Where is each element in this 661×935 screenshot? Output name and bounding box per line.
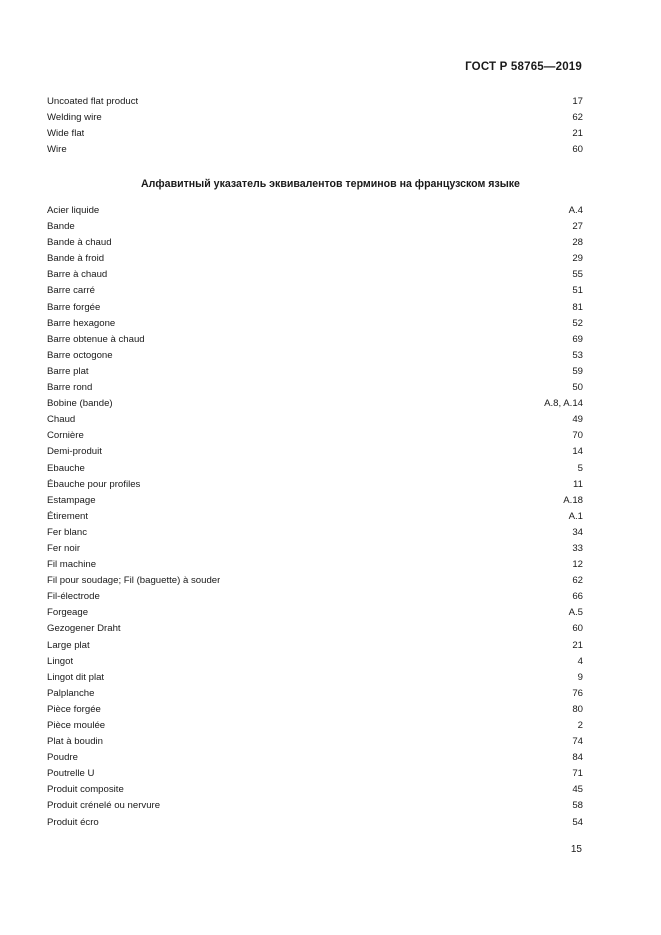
index-entry	[47, 203, 583, 219]
index-entry	[47, 670, 583, 686]
index-entry	[47, 126, 583, 142]
index-page-ref: 54	[572, 816, 583, 828]
index-term: Fer noir	[47, 542, 81, 554]
index-entry	[47, 380, 583, 396]
index-term: Welding wire	[47, 112, 102, 124]
index-page-ref: 21	[572, 128, 583, 140]
index-term: Poudre	[47, 752, 78, 764]
index-entry	[47, 235, 583, 251]
index-entry	[47, 348, 583, 364]
index-page-ref: 76	[572, 687, 583, 699]
index-entry	[47, 428, 583, 444]
index-entry	[47, 557, 583, 573]
index-page-ref: A.4	[568, 205, 583, 216]
index-term: Estampage	[47, 494, 96, 506]
index-page-ref: 12	[572, 559, 583, 571]
index-term: Ebauche	[47, 462, 85, 474]
index-page-ref: A.1	[568, 510, 583, 522]
index-page-ref: 33	[572, 542, 583, 554]
index-page-ref: 28	[572, 237, 583, 249]
index-page-ref: 71	[572, 768, 583, 780]
index-term: Barre à chaud	[47, 269, 108, 281]
index-entry	[47, 332, 583, 348]
index-entry	[47, 300, 583, 316]
index-term: Uncoated flat product	[47, 96, 139, 107]
index-entry	[47, 493, 583, 509]
index-entry	[47, 396, 583, 412]
index-entry	[47, 766, 583, 782]
index-page-ref: 59	[572, 365, 583, 377]
index-entry	[47, 718, 583, 734]
index-page-ref: 2	[577, 720, 583, 731]
index-page-ref: 84	[572, 752, 583, 764]
index-term: Barre octogone	[47, 349, 113, 361]
index-page-ref: 70	[572, 430, 583, 442]
index-entry	[47, 142, 583, 158]
index-term: Bande à froid	[47, 253, 105, 265]
index-term: Barre obtenue à chaud	[47, 333, 145, 345]
index-page-ref: 4	[577, 655, 583, 667]
index-entry	[47, 638, 583, 654]
index-term: Fil-électrode	[47, 591, 100, 603]
index-page-ref: 53	[572, 349, 583, 361]
index-term: Ébauche pour profiles	[47, 478, 141, 490]
index-page-ref: 17	[572, 96, 583, 107]
index-term: Pièce moulée	[47, 720, 106, 731]
index-term: Pièce forgée	[47, 703, 101, 715]
index-entry	[47, 702, 583, 718]
index-entry	[47, 815, 583, 831]
index-entry	[47, 589, 583, 605]
index-page-ref: 66	[572, 591, 583, 603]
index-term: Fil machine	[47, 559, 97, 571]
index-entry	[47, 267, 583, 283]
index-entry	[47, 477, 583, 493]
index-term: Chaud	[47, 414, 76, 426]
index-entry	[47, 316, 583, 332]
index-entry	[47, 621, 583, 637]
index-entry	[47, 364, 583, 380]
index-term: Barre hexagone	[47, 317, 116, 329]
index-term: Fer blanc	[47, 526, 87, 538]
index-page-ref: 62	[572, 575, 583, 587]
index-page-ref: 29	[572, 253, 583, 265]
index-page-ref: 62	[572, 112, 583, 124]
index-term: Forgeage	[47, 607, 89, 619]
index-term: Large plat	[47, 639, 90, 651]
index-entry	[47, 444, 583, 460]
index-page-ref: 55	[572, 269, 583, 281]
index-page-ref: 21	[572, 639, 583, 651]
index-term: Acier liquide	[47, 205, 100, 216]
index-entry	[47, 283, 583, 299]
index-term: Wide flat	[47, 128, 85, 140]
index-entry	[47, 525, 583, 541]
index-entry	[47, 219, 583, 235]
index-term: Wire	[47, 144, 67, 156]
index-list-english-tail	[47, 94, 583, 158]
index-page-ref: A.8, A.14	[544, 398, 583, 410]
index-entry	[47, 573, 583, 589]
index-page-ref: A.5	[568, 607, 583, 619]
index-term: Produit crénelé ou nervure	[47, 800, 161, 812]
index-term: Produit écro	[47, 816, 99, 828]
index-page-ref: 69	[572, 333, 583, 345]
index-page-ref: 49	[572, 414, 583, 426]
index-term: Étirement	[47, 510, 89, 522]
index-page-ref: 81	[572, 301, 583, 313]
index-entry	[47, 782, 583, 798]
index-entry	[47, 94, 583, 110]
index-term: Barre plat	[47, 365, 89, 377]
index-page-ref: 80	[572, 703, 583, 715]
index-page-ref: 58	[572, 800, 583, 812]
index-page-ref: 9	[577, 671, 583, 683]
index-term: Barre rond	[47, 382, 93, 394]
section-heading: Алфавитный указатель эквивалентов терминов на французском языке	[141, 178, 520, 190]
index-entry	[47, 654, 583, 670]
index-entry	[47, 686, 583, 702]
index-term: Produit composite	[47, 784, 124, 796]
page-number: 15	[570, 844, 582, 855]
index-term: Bande à chaud	[47, 237, 112, 249]
index-term: Cornière	[47, 430, 84, 442]
index-page-ref: 14	[572, 446, 583, 458]
index-list-french	[47, 203, 583, 831]
index-entry	[47, 798, 583, 814]
index-page-ref: A.18	[563, 494, 583, 506]
index-term: Bobine (bande)	[47, 398, 113, 410]
index-term: Lingot	[47, 655, 74, 667]
index-page-ref: 60	[572, 623, 583, 635]
index-entry	[47, 110, 583, 126]
index-page-ref: 74	[572, 736, 583, 748]
index-page-ref: 52	[572, 317, 583, 329]
standard-designation: ГОСТ Р 58765—2019	[465, 61, 582, 73]
index-term: Poutrelle U	[47, 768, 95, 780]
index-term: Barre carré	[47, 285, 95, 297]
index-term: Palplanche	[47, 687, 95, 699]
index-entry	[47, 251, 583, 267]
index-term: Lingot dit plat	[47, 671, 105, 683]
index-page-ref: 5	[577, 462, 583, 474]
index-term: Barre forgée	[47, 301, 101, 313]
index-entry	[47, 750, 583, 766]
index-term: Demi-produit	[47, 446, 102, 458]
index-entry	[47, 461, 583, 477]
index-page-ref: 27	[572, 221, 583, 233]
index-entry	[47, 509, 583, 525]
index-page-ref: 11	[573, 478, 583, 490]
index-entry	[47, 734, 583, 750]
index-page-ref: 50	[572, 382, 583, 394]
index-term: Gezogener Draht	[47, 623, 121, 635]
index-entry	[47, 541, 583, 557]
index-entry	[47, 412, 583, 428]
index-term: Bande	[47, 221, 75, 233]
index-page-ref: 51	[572, 285, 583, 297]
index-page-ref: 60	[572, 144, 583, 156]
index-page-ref: 45	[572, 784, 583, 796]
index-page-ref: 34	[572, 526, 583, 538]
index-term: Fil pour soudage; Fil (baguette) à souder	[47, 575, 221, 587]
index-entry	[47, 605, 583, 621]
index-term: Plat à boudin	[47, 736, 104, 748]
